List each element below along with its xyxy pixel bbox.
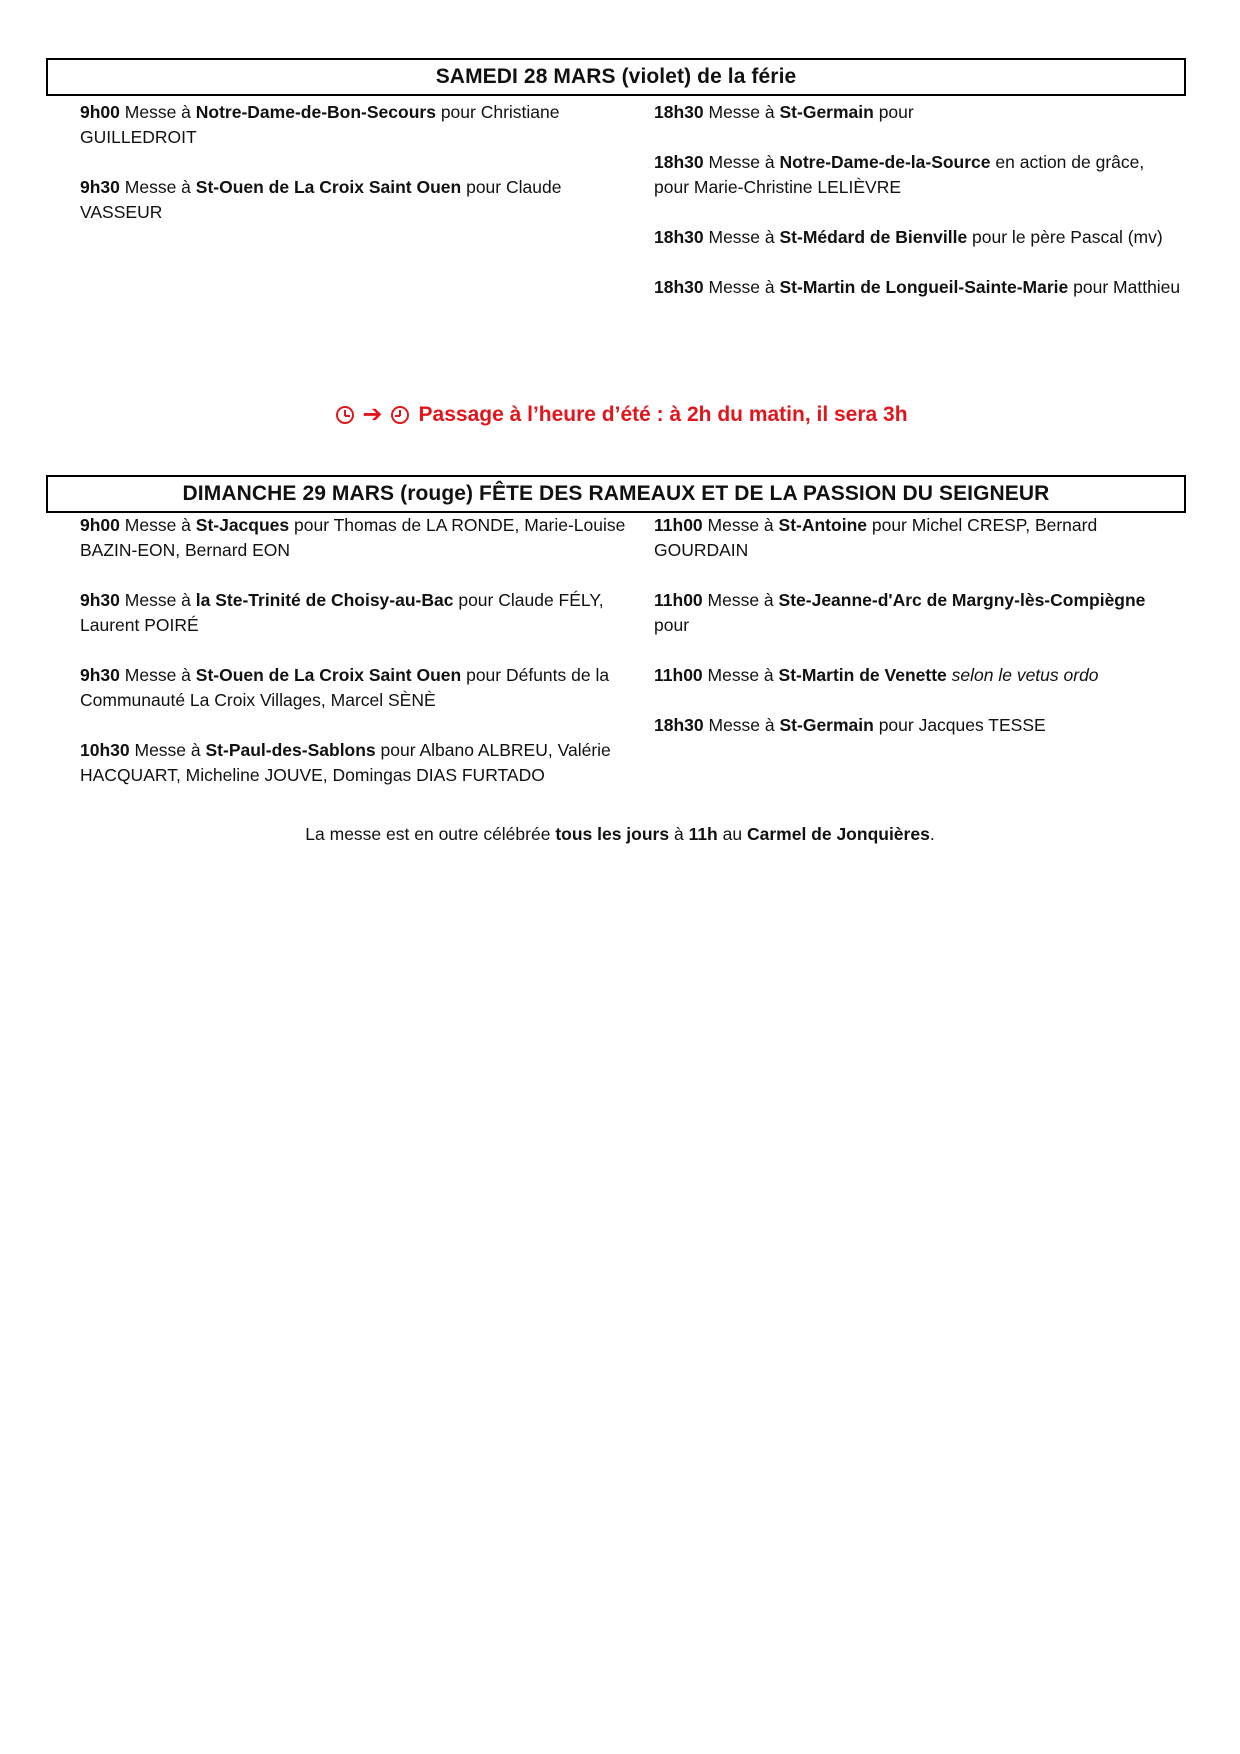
daylight-saving-notice	[0, 400, 1240, 429]
sunday-right-column	[654, 513, 1184, 763]
clock-icon	[336, 406, 354, 424]
mass-entry: 11h00 Messe à Ste-Jeanne-d'Arc de Margny-lès-Compiègne pour	[654, 590, 1146, 635]
saturday-left-column	[80, 100, 640, 250]
saturday-right-column	[654, 100, 1184, 325]
mass-entry: 11h00 Messe à St-Martin de Venette selon le vetus ordo	[654, 665, 1099, 685]
sunday-left-column	[80, 513, 640, 813]
mass-entry: 9h00 Messe à St-Jacques pour Thomas de LA RONDE, Marie-Louise BAZIN-EON, Bernard EON	[80, 515, 626, 560]
mass-entry: 9h00 Messe à Notre-Dame-de-Bon-Secours pour Christiane GUILLEDROIT	[80, 102, 560, 147]
mass-entry: 10h30 Messe à St-Paul-des-Sablons pour Albano ALBREU, Valérie HACQUART, Micheline JOUVE, Domingas DIAS FURTADO	[80, 740, 611, 785]
mass-entry: 11h00 Messe à St-Antoine pour Michel CRESP, Bernard GOURDAIN	[654, 515, 1098, 560]
mass-entry: 18h30 Messe à St-Martin de Longueil-Sainte-Marie pour Matthieu	[654, 277, 1181, 297]
footer-note: La messe est en outre célébrée tous les jours à 11h au Carmel de Jonquières.	[305, 824, 935, 844]
notice-text: Passage à l’heure d’été : à 2h du matin, il sera 3h	[418, 402, 908, 426]
mass-entry: 9h30 Messe à St-Ouen de La Croix Saint Ouen pour Défunts de la Communauté La Croix Villages, Marcel SÈNÈ	[80, 665, 610, 710]
mass-entry: 18h30 Messe à St-Médard de Bienville pour le père Pascal (mv)	[654, 227, 1163, 247]
mass-entry: 18h30 Messe à St-Germain pour Jacques TESSE	[654, 715, 1046, 735]
saturday-header: SAMEDI 28 MARS (violet) de la férie	[46, 58, 1186, 96]
mass-entry: 18h30 Messe à Notre-Dame-de-la-Source en action de grâce, pour Marie-Christine LELIÈVRE	[654, 152, 1145, 197]
clock-icon	[391, 406, 409, 424]
sunday-header: DIMANCHE 29 MARS (rouge) FÊTE DES RAMEAUX ET DE LA PASSION DU SEIGNEUR	[46, 475, 1186, 513]
mass-entry: 9h30 Messe à la Ste-Trinité de Choisy-au-Bac pour Claude FÉLY, Laurent POIRÉ	[80, 590, 604, 635]
mass-entry: 18h30 Messe à St-Germain pour	[654, 102, 914, 122]
arrow-right-icon: ➔	[362, 401, 383, 428]
mass-entry: 9h30 Messe à St-Ouen de La Croix Saint Ouen pour Claude VASSEUR	[80, 177, 562, 222]
